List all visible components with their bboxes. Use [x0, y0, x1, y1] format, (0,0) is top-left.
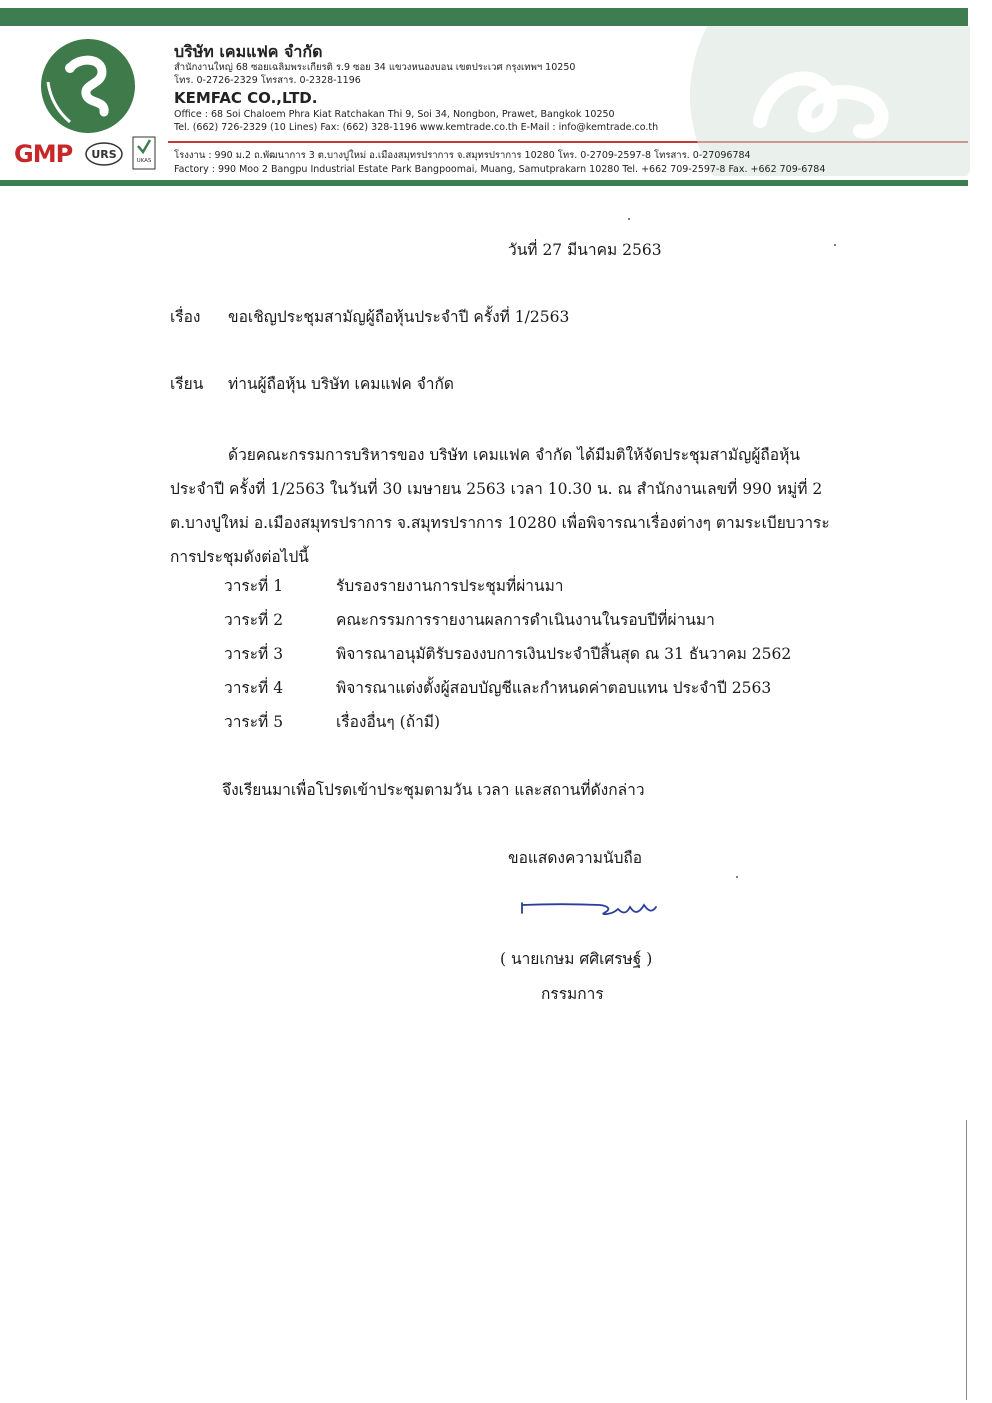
recipient-text: ท่านผู้ถือหุ้น บริษัท เคมแฟค จำกัด [228, 375, 454, 393]
office-address-english: Office : 68 Soi Chaloem Phra Kiat Ratchakan Thi 9, Soi 34, Nongbon, Prawet, Bangkok 10250 [174, 109, 615, 120]
head-office-phone-thai: โทร. 0-2726-2329 โทรสาร. 0-2328-1196 [174, 75, 361, 86]
office-contact-english: Tel. (662) 726-2329 (10 Lines) Fax: (662) 328-1196 www.kemtrade.co.th E-Mail : info@kemtrade.co.th [174, 122, 659, 133]
gmp-cert-logo: GMP [14, 140, 73, 168]
scan-edge-line [966, 1120, 967, 1400]
urs-cert-icon [84, 141, 124, 167]
agenda-item-text: คณะกรรมการรายงานผลการดำเนินงานในรอบปีที่ผ่านมา [336, 611, 715, 629]
company-name-thai: บริษัท เคมแฟค จำกัด [174, 42, 323, 61]
scan-speck [834, 244, 836, 246]
agenda-item-number: วาระที่ 1 [224, 577, 284, 595]
paragraph-line: ประจำปี ครั้งที่ 1/2563 ในวันที่ 30 เมษายน 2563 เวลา 10.30 น. ณ สำนักงานเลขที่ 990 หมู่ที่ 2 [170, 480, 823, 498]
agenda-item-text: เรื่องอื่นๆ (ถ้ามี) [336, 713, 441, 731]
body-paragraph [170, 438, 830, 574]
company-name-english: KEMFAC CO.,LTD. [174, 89, 318, 107]
agenda-item-number: วาระที่ 4 [224, 679, 284, 697]
kemfac-logo-icon [40, 38, 136, 134]
agenda-item-number: วาระที่ 3 [224, 645, 284, 663]
urs-cert-label: URS [91, 148, 117, 161]
agenda-item-number: วาระที่ 2 [224, 611, 284, 629]
letter-date: วันที่ 27 มีนาคม 2563 [508, 241, 662, 259]
subject-label: เรื่อง [170, 308, 201, 326]
ukas-cert-icon [132, 136, 156, 170]
scan-speck [736, 876, 738, 878]
closing-sentence: จึงเรียนมาเพื่อโปรดเข้าประชุมตามวัน เวลา และสถานที่ดังกล่าว [222, 781, 645, 799]
header-bottom-band [0, 180, 968, 186]
agenda-item-number: วาระที่ 5 [224, 713, 284, 731]
agenda-item-text: รับรองรายงานการประชุมที่ผ่านมา [336, 577, 564, 595]
signer-name: ( นายเกษม ศศิเศรษฐ์ ) [500, 950, 653, 968]
factory-address-english: Factory : 990 Moo 2 Bangpu Industrial Estate Park Bangpoomai, Muang, Samutprakarn 10280 Tel. +662 709-2597-8 Fax. +662 709-6784 [174, 164, 826, 175]
paragraph-line: การประชุมดังต่อไปนี้ [170, 548, 309, 566]
signature-image [516, 893, 661, 925]
paragraph-line: ต.บางปูใหม่ อ.เมืองสมุทรปราการ จ.สมุทรปราการ 10280 เพื่อพิจารณาเรื่องต่างๆ ตามระเบียบวาระ [170, 514, 830, 532]
agenda-item-text: พิจารณาอนุมัติรับรองงบการเงินประจำปีสิ้นสุด ณ 31 ธันวาคม 2562 [336, 645, 792, 663]
ukas-cert-label: UKAS [136, 158, 152, 164]
factory-address-thai: โรงงาน : 990 ม.2 ถ.พัฒนาการ 3 ต.บางปูใหม่ อ.เมืองสมุทรปราการ จ.สมุทรปราการ 10280 โทร. 0-2709-2597-8 โทรสาร. 0-27096784 [174, 150, 751, 161]
scan-speck [628, 218, 630, 220]
head-office-address-thai: สำนักงานใหญ่ 68 ซอยเฉลิมพระเกียรติ ร.9 ซอย 34 แขวงหนองบอน เขตประเวศ กรุงเทพฯ 10250 [174, 62, 576, 73]
recipient-label: เรียน [170, 375, 204, 393]
agenda-item-text: พิจารณาแต่งตั้งผู้สอบบัญชีและกำหนดค่าตอบแทน ประจำปี 2563 [336, 679, 772, 697]
subject-text: ขอเชิญประชุมสามัญผู้ถือหุ้นประจำปี ครั้งที่ 1/2563 [228, 308, 570, 326]
regards-text: ขอแสดงความนับถือ [508, 849, 643, 867]
signer-title: กรรมการ [541, 985, 604, 1003]
paragraph-line: ด้วยคณะกรรมการบริหารของ บริษัท เคมแฟค จำกัด ได้มีมติให้จัดประชุมสามัญผู้ถือหุ้น [228, 446, 800, 464]
header-green-band [0, 8, 968, 26]
